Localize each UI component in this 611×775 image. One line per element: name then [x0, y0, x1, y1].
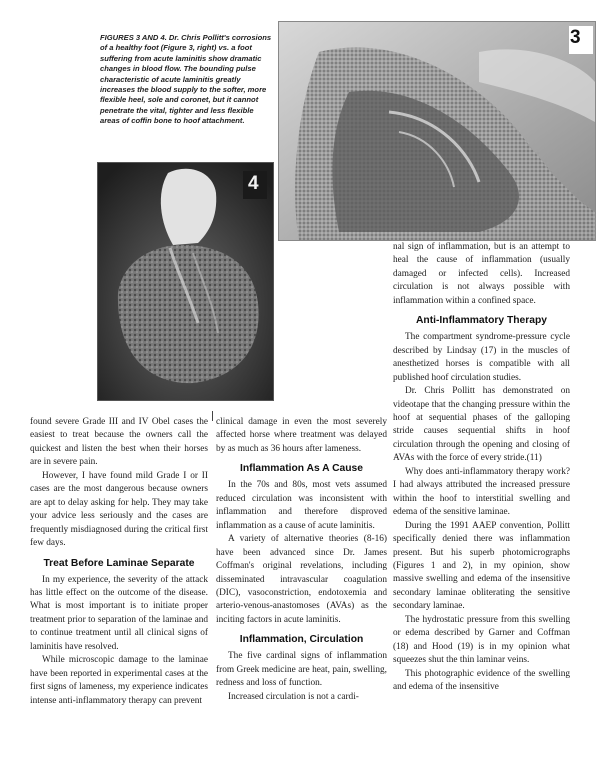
paragraph: However, I have found mild Grade I or II cases are the most dangerous because owners are apt to delay asking for help. They may take your advice less seriously and the cases are frequently misdiagnosed during the critical first few days. [30, 470, 208, 549]
figure-3-photo [278, 21, 596, 241]
paragraph: Dr. Chris Pollitt has demonstrated on videotape that the changing pressure within the hoof at sequential phases of the galloping stride causes sequential shifts in hoof circulation through the opening and closing of AVAs with the force of every stride.(11) [393, 386, 570, 464]
hoof-corrosion-image-3 [279, 22, 595, 240]
paragraph: clinical damage in even the most severely affected horse where treatment was delayed by as much as 36 hours after lameness. [216, 417, 387, 454]
section-heading: Inflammation, Circulation [239, 634, 364, 646]
column-divider [212, 411, 213, 421]
article-column-3 [393, 241, 570, 695]
section-heading: Inflammation As A Cause [239, 463, 363, 475]
figure-4-photo [97, 162, 274, 401]
article-column-2 [216, 416, 387, 704]
figure-3-number: 3 [570, 27, 581, 48]
figure-caption: FIGURES 3 AND 4. Dr. Chris Pollitt's corrosions of a healthy foot (Figure 3, right) vs. a foot suffering from acute laminitis show dramatic changes in blood flow. The bounding pulse characteristic of acute laminitis greatly increases the blood supply to the softer, more flexible heel, sole and coronet, but it cannot penetrate the vital, tighter and less flexible areas of coffin bone to hoof attachment. [100, 33, 272, 126]
paragraph: Why does anti-inflammatory therapy work? I had always attributed the increased pressure within the hoof to interstitial swelling and edema of the sensitive laminae. [393, 466, 570, 518]
section-heading: Treat Before Laminae Separate [43, 557, 195, 569]
paragraph: In the 70s and 80s, most vets assumed reduced circulation was inconsistent with inflammation and therefore disproved inflammation as a cause of acute laminitis. [216, 480, 387, 531]
hoof-corrosion-image-4 [98, 163, 273, 400]
article-column-1 [30, 416, 208, 708]
paragraph: Increased circulation is not a cardi- [228, 691, 359, 702]
paragraph: found severe Grade III and IV Obel cases the easiest to treat because the owners call the quickest and listen the best when their horses are in severe pain. [30, 417, 208, 468]
section-heading: Anti-Inflammatory Therapy [415, 315, 548, 327]
paragraph: This photographic evidence of the swelling and edema of the insensitive [393, 668, 570, 693]
paragraph: The hydrostatic pressure from this swelling or edema described by Garner and Coffman (18) and Hood (19) is in my opinion what squeezes shut the thin laminar veins. [393, 614, 570, 666]
paragraph: During the 1991 AAEP convention, Pollitt specifically denied there was inflammation present. But his superb photomicrographs (Figures 1 and 2), in my opinion, show massive swelling and edema of the insensitive secondary laminae obliterating the sensitive secondary laminae. [393, 520, 570, 612]
paragraph: A variety of alternative theories (8-16) have been advanced since Dr. James Coffman's original revelations, including disseminated intravascular coagulation (DIC), vasoconstriction, endotoxemia and arterio-venous-anastomoses (AVAs) as the inciting factors in acute laminitis. [216, 534, 387, 625]
paragraph: nal sign of inflammation, but is an attempt to heal the cause of inflammation (usually damaged or infected cells). Increased circulation is not always possible with inflammation within a confined space. [393, 242, 570, 306]
figure-4-number: 4 [248, 173, 259, 194]
paragraph: In my experience, the severity of the attack has little effect on the outcome of the disease. What is most important is to initiate proper treatment prior to separation of the laminae and to continue treatment until all clinical signs of laminitis have resolved. [30, 574, 208, 652]
paragraph: While microscopic damage to the laminae have been reported in experimental cases at the first signs of lameness, my experience indicates intense anti-inflammatory therapy can prevent [30, 655, 208, 706]
paragraph: The compartment syndrome-pressure cycle described by Lindsay (17) in the muscles of anesthetized horses is compatible with all published hoof circulation studies. [393, 332, 570, 383]
paragraph: The five cardinal signs of inflammation from Greek medicine are heat, pain, swelling, redness and loss of function. [216, 651, 387, 689]
